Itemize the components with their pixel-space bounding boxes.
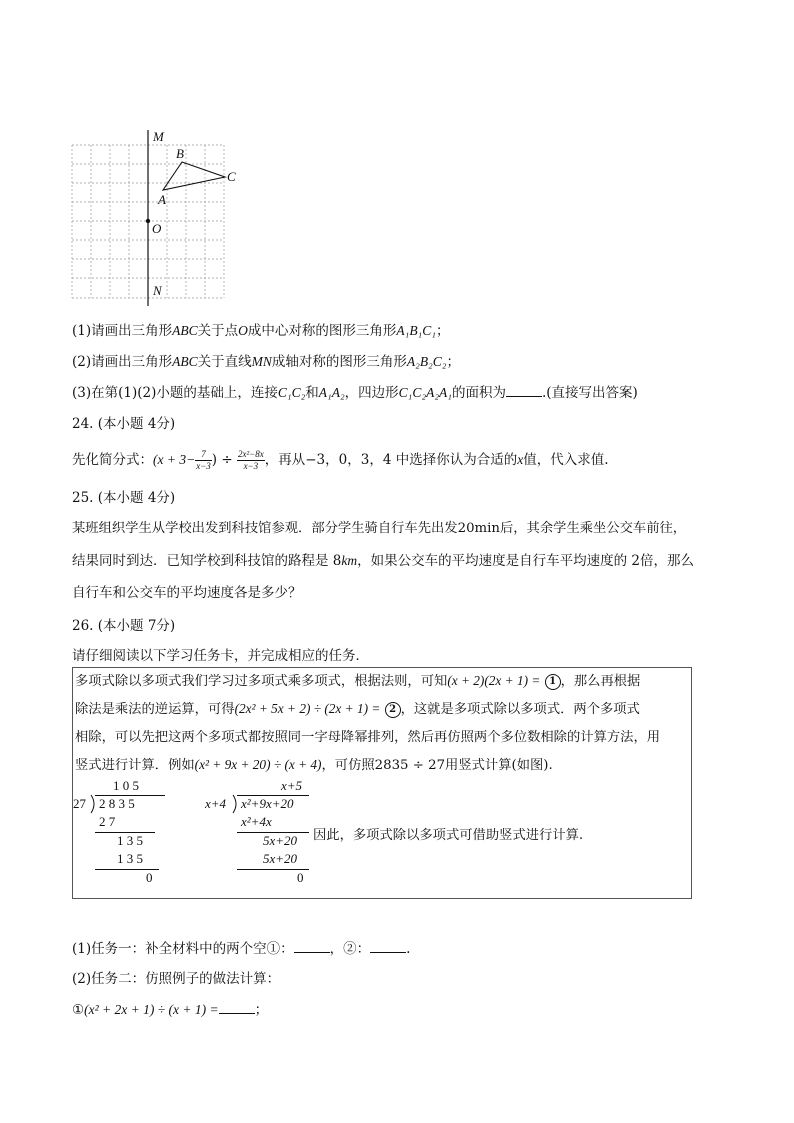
fraction-1: $\frac{7}{x-3}$ [196,449,211,471]
q26-intro: 请仔细阅读以下学习任务卡，并完成相应的任务． [72,648,369,664]
answer-blank[interactable] [506,384,542,397]
q23-part2: (2)请画出三角形ABC关于直线MN成轴对称的图形三角形A₂B₂C₂； [72,354,460,370]
label-b: B [176,146,184,161]
long-division-numeric [73,778,173,888]
point-o [146,219,150,223]
poly-step2: 5x+20 [263,851,298,866]
fraction-2: $\frac{\text{2x²−8x}}{x-3}$ [237,449,264,471]
label-o: O [152,221,162,236]
triangle-abc [163,162,225,190]
num-quotient: 1 0 5 [113,778,139,793]
num-rem2: 0 [146,870,153,885]
q24-body: 先化简分式：(x + 3− $\frac{7}{x-3}$ ) ÷ $\frac{\text{2x²−8x}}{x-3}$ ，再从−3，0，3，4 中选择你认为合适的x值，代入求值. [72,449,609,471]
card-conclusion: 因此，多项式除以多项式可借助竖式进行计算. [313,828,584,843]
card-line1: 多项式除以多项式我们学习过多项式乘多项式，根据法则，可知(x + 2)(2x + 1) = 1 ，那么再根据 [75,673,641,689]
task-card [72,667,692,899]
card-line4: 竖式进行计算．例如(x² + 9x + 20) ÷ (x + 4)，可仿照2835 ÷ 27用竖式计算(如图). [75,757,553,773]
num-step1: 2 7 [99,814,116,829]
blank-circle-2: 2 [385,702,401,718]
q26-header: 26. (本小题 7分) [72,618,176,634]
label-n: N [153,283,162,298]
num-dividend: 2 8 3 5 [99,796,135,811]
answer-blank-2[interactable] [370,940,406,953]
blank-circle-1: 1 [545,674,561,690]
poly-rem2: 0 [297,870,304,885]
card-line2: 除法是乘法的逆运算，可得(2x² + 5x + 2) ÷ (2x + 1) = 2 ，这就是多项式除以多项式．两个多项式 [75,701,640,717]
poly-rem1: 5x+20 [263,833,298,848]
poly-step1: x²+4x [241,814,272,829]
label-m: M [153,129,164,144]
q25-line2: 结果同时到达．已知学校到科技馆的路程是 8km，如果公交车的平均速度是自行车平均速度的 2倍，那么 [72,553,695,569]
q26-task2: (2)任务二：仿照例子的做法计算： [72,971,281,987]
num-divisor: 27 [73,796,86,811]
poly-dividend: x²+9x+20 [241,796,294,811]
q24-header: 24. (本小题 4分) [72,416,176,432]
q23-part3: (3)在第(1)(2)小题的基础上，连接C₁C₂和A₁A₂，四边形C₁C₂A₂A₁的面积为 .(直接写出答案) [72,385,638,401]
num-rem1: 1 3 5 [117,833,143,848]
q25-line3: 自行车和公交车的平均速度各是多少？ [72,585,302,601]
q26-task1: (1)任务一：补全材料中的两个空①： ，②： . [72,941,411,957]
q25-header: 25. (本小题 4分) [72,490,176,506]
q26-task2-item1: ①(x² + 2x + 1) ÷ (x + 1) = ； [72,1002,269,1018]
label-a: A [158,192,166,207]
q25-line1: 某班组织学生从学校出发到科技馆参观．部分学生骑自行车先出发20min后，其余学生乘坐公交车前往， [72,521,687,536]
num-step2: 1 3 5 [117,851,143,866]
poly-divisor: x+4 [205,796,227,811]
long-division-polynomial [205,778,315,888]
card-line3: 相除，可以先把这两个多项式都按照同一字母降幂排列，然后再仿照两个多位数相除的计算方法，用 [75,730,661,745]
label-c: C [227,169,236,184]
poly-quotient: x+5 [281,778,303,793]
answer-blank-1[interactable] [294,940,330,953]
answer-blank-3[interactable] [219,1001,255,1014]
q23-part1: (1)请画出三角形ABC关于点O成中心对称的图形三角形A₁B₁C₁； [72,323,450,339]
figure-grid [66,130,246,310]
